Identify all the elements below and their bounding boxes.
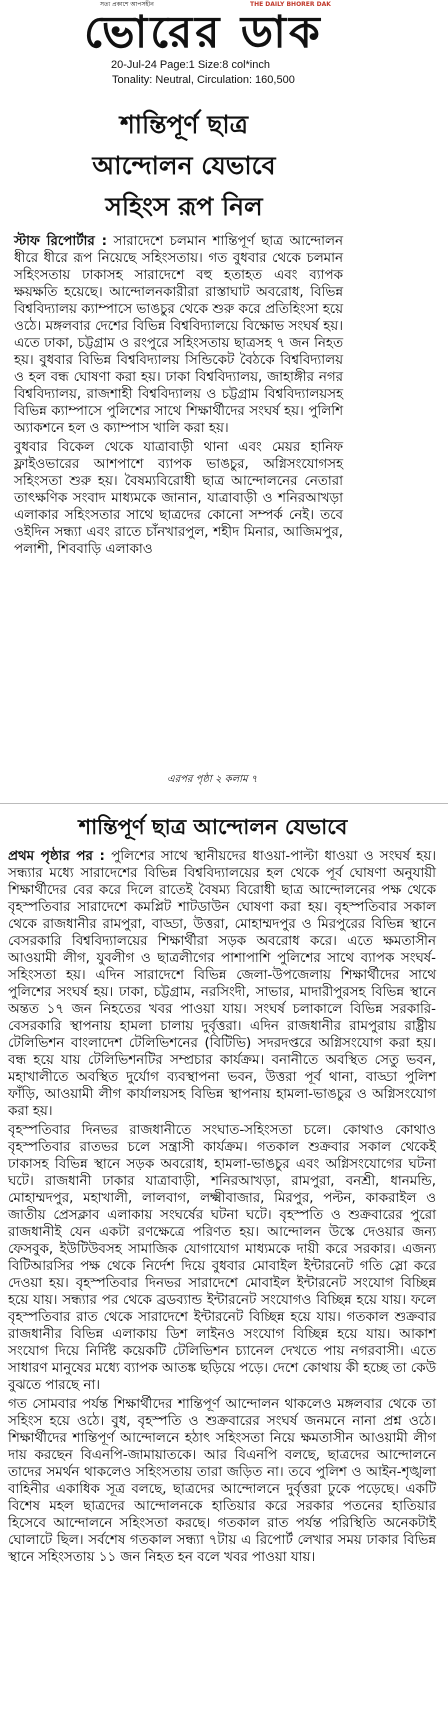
article1-body xyxy=(14,233,343,560)
newspaper-logo: ভোরের ডাক xyxy=(84,7,323,58)
paragraph-text: সারাদেশে চলমান শান্তিপূর্ণ ছাত্র আন্দোলন ধীরে ধীরে রূপ নিয়েছে সহিংসতায়। গত বুধবার থেকে চলমান সহিংসতায় ঢাকাসহ সারাদেশে বহু হতাহত এবং ব্যাপক ক্ষয়ক্ষতি হয়েছে। আন্দোলনকারীরা রাস্তাঘাট অবরোধ, বিভিন্ন বিশ্ববিদ্যালয় ক্যাম্পাসে ভাঙচুর থেকে শুরু করে প্রতিহিংসা হয়ে ওঠে। মঙ্গলবার দেশের বিভিন্ন বিশ্ববিদ্যালয়ে বিক্ষোভ সংঘর্ষ হয়। এতে ঢাকা, চট্টগ্রাম ও রংপুরে সহিংসতায় ছাত্রসহ ৭ জন নিহত হয়। বুধবার বিভিন্ন বিশ্ববিদ্যালয় সিন্ডিকেট বৈঠকে বিশ্ববিদ্যালয় ও হল বন্ধ ঘোষণা করা হয়। ঢাকা বিশ্ববিদ্যালয়, জাহাঙ্গীর নগর বিশ্ববিদ্যালয়, রাজশাহী বিশ্ববিদ্যালয় ও চট্টগ্রাম বিশ্ববিদ্যালয়সহ বিভিন্ন ক্যাম্পাসে পুলিশের সাথে শিক্ষার্থীদের সংঘর্ষ হয়। পুলিশি অ্যাকশনে হল ও ক্যাম্পাস খালি করা হয়। xyxy=(14,234,343,436)
article2-headline: শান্তিপূর্ণ ছাত্র আন্দোলন যেভাবে xyxy=(78,815,348,839)
article1-paragraph: বুধবার বিকেল থেকে যাত্রাবাড়ী থানা এবং মেয়র হানিফ ফ্লাইওভারের আশপাশে ব্যাপক ভাঙচুর, অগ্নিসংযোগসহ সহিংসতা শুরু হয়। বৈষম্যবিরোধী ছাত্র আন্দোলনের নেতারা তাৎক্ষণিক সংবাদ মাধ্যমকে জানান, যাত্রাবাড়ী ও শনিরআখড়া এলাকার সহিংসতার সাথে ছাত্রদের কোনো সম্পর্ক নেই। তবে ওইদিন সন্ধ্যা এবং রাতে চাঁনখারপুল, শহীদ মিনার, আজিমপুর, পলাশী, শিববাড়ি এলাকাও xyxy=(14,440,343,557)
masthead-tagline: সত্য প্রকাশে আপসহীন xyxy=(100,1,154,8)
headline-line: শান্তিপূর্ণ ছাত্র xyxy=(120,110,248,139)
article1-headline xyxy=(14,104,354,227)
article2-body xyxy=(8,848,436,1568)
section-divider xyxy=(0,803,448,804)
headline-line: আন্দোলন যেভাবে xyxy=(92,151,276,180)
continuation-note: এরপর পৃষ্ঠা ২ কলাম ৭ xyxy=(167,774,258,785)
article2-paragraph: গত সোমবার পর্যন্ত শিক্ষার্থীদের শান্তিপূর্ণ আন্দোলন থাকলেও মঙ্গলবার থেকে তা সহিংস হয়ে ওঠে। বুধ, বৃহস্পতি ও শুক্রবারের সংঘর্ষ জনমনে নানা প্রশ্ন ওঠে। শিক্ষার্থীদের শান্তিপূর্ণ আন্দোলনে হঠাৎ সহিংসতা নিয়ে ক্ষমতাসীন আওয়ামী লীগ দায় করছেন বিএনপি-জামায়াতকে। আর বিএনপি বলছে, ছাত্রদের আন্দোলনে তাদের সমর্থন থাকলেও সহিংসতায় তারা জড়িত না। তবে পুলিশ ও আইন-শৃঙ্খলা বাহিনীর একাধিক সূত্র বলছে, ছাত্রদের আন্দোলনে দুর্বৃত্তরা ঢুকে পড়েছে। একটি বিশেষ মহল ছাত্রদের আন্দোলনকে হাতিয়ার করে সরকার পতনের হাতিয়ার হিসেবে আন্দোলনে সহিংসতা করছে। গতকাল রাত পর্যন্ত পরিস্থিতি অনেকটাই ঘোলাটে ছিল। সর্বশেষ গতকাল সন্ধ্যা ৭টায় এ রিপোর্ট লেখার সময় ঢাকার বিভিন্ন স্থানে সহিংসতায় ১১ জন নিহত হন বলে খবর পাওয়া যায়। xyxy=(8,1397,436,1565)
article2-paragraph: বৃহস্পতিবার দিনভর রাজধানীতে সংঘাত-সহিংসতা চলে। কোথাও কোথাও বৃহস্পতিবার রাতভর চলে সন্ত্রাসী কার্যক্রম। গতকাল শুক্রবার সকাল থেকেই ঢাকাসহ বিভিন্ন স্থানে সড়ক অবরোধ, হামলা-ভাঙচুর এবং অগ্নিসংযোগের ঘটনা ঘটে। রাজধানী ঢাকার যাত্রাবাড়ী, শনিরআখড়া, রামপুরা, বনশ্রী, ধানমন্ডি, মোহাম্মদপুর, মহাখালী, লালবাগ, লক্ষ্মীবাজার, মিরপুর, পল্টন, কাকরাইল ও জাতীয় প্রেসক্লাব এলাকায় সংঘর্ষের ঘটনা ঘটে। বৃহস্পতি ও শুক্রবারের পুরো রাজধানীই যেন একটা রণক্ষেত্রে পরিণত হয়। আন্দোলন উস্কে দেওয়ার জন্য ফেসবুক, ইউটিউবসহ সামাজিক যোগাযোগ মাধ্যমকে দায়ী করে সরকার। এজন্য বিটিআরসির পক্ষ থেকে নির্দেশ দিয়ে বুধবার মোবাইল ইন্টারনেট গতি স্লো করে দেওয়া হয়। বৃহস্পতিবার দিনভর সারাদেশে মোবাইল ইন্টারনেট সংযোগ বিচ্ছিন্ন হয়ে যায়। সন্ধ্যার পর থেকে ব্রডব্যান্ড ইন্টারনেট সংযোগও বিচ্ছিন্ন হয়ে যায়। ফলে বৃহস্পতিবার রাত থেকে সারাদেশে ইন্টারনেট বিচ্ছিন্ন হয়ে যায়। গতকাল শুক্রবার রাজধানীর বিভিন্ন এলাকায় ডিশ লাইনও সংযোগ বিচ্ছিন্ন হয়ে যায়। আকাশ সংযোগ দিয়ে নির্দিষ্ট কয়েকটি টেলিভিশন চ্যানেল দেখতে পায় নগরবাসী। এতে সাধারণ মানুষের মধ্যে ব্যাপক আতঙ্ক ছড়িয়ে পড়ে। দেশে কোথায় কী হচ্ছে তা কেউ বুঝতে পারছে না। xyxy=(8,1123,436,1393)
article2-paragraph xyxy=(8,848,436,1120)
paragraph-text: পুলিশের সাথে স্থানীয়দের ধাওয়া-পাল্টা ধাওয়া ও সংঘর্ষ হয়। সন্ধ্যার মধ্যে সারাদেশের বিভিন্ন বিশ্ববিদ্যালয়ের হল থেকে পূর্ব ঘোষণা অনুযায়ী শিক্ষার্থীদের বের করে দিলে রাতেই বৈষম্য বিরোধী ছাত্র আন্দোলনের পক্ষ থেকে বৃহস্পতিবার সারাদেশে কমপ্লিট শাটডাউন ঘোষণা করা হয়। বৃহস্পতিবার সকাল থেকে রাজধানীর রামপুরা, বাড্ডা, উত্তরা, মোহাম্মদপুর ও মিরপুরের বিভিন্ন স্থানে বেসরকারি বিশ্ববিদ্যালয়ের শিক্ষার্থীরা সড়ক অবরোধ করে। এতে ক্ষমতাসীন আওয়ামী লীগ, যুবলীগ ও ছাত্রলীগের পাশাপাশি পুলিশের সাথে ব্যাপক সংঘর্ষ-সহিংসতা হয়। এদিন সারাদেশে বিভিন্ন জেলা-উপজেলায় শিক্ষার্থীদের সাথে পুলিশের সংঘর্ষ হয়। ঢাকা, চট্টগ্রাম, নরসিংদী, সাভার, মাদারীপুরসহ বিভিন্ন স্থানে অন্তত ১৭ জন নিহতের খবর পাওয়া যায়। সংঘর্ষ চলাকালে বিভিন্ন সরকারি-বেসরকারি স্থাপনায় হামলা চালায় দুর্বৃত্তরা। এদিন রাজধানীর রামপুরায় রাষ্ট্রীয় টেলিভিশন বাংলাদেশ টেলিভিশনের (বিটিভি) সদরদপ্তরে অগ্নিসংযোগ করা হয়। বন্ধ হয়ে যায় টেলিভিশনটির সম্প্রচার কার্যক্রম। বনানীতে অবস্থিত সেতু ভবন, মহাখালীতে অবস্থিত দুর্যোগ ব্যবস্থাপনা ভবন, উত্তরা পূর্ব থানা, বাড্ডা পুলিশ ফাঁড়ি, আওয়ামী লীগ কার্যালয়সহ বিভিন্ন স্থাপনায় হামলা-ভাঙচুর ও অগ্নিসংযোগ করা হয়। xyxy=(8,849,436,1119)
byline: স্টাফ রিপোর্টার : xyxy=(14,234,107,249)
article1-paragraph xyxy=(14,233,343,437)
continued-from-label: প্রথম পৃষ্ঠার পর : xyxy=(8,849,105,864)
clipping-meta-tonality: Tonality: Neutral, Circulation: 160,500 xyxy=(112,74,295,86)
masthead-english-name: THE DAILY BHORER DAK xyxy=(250,1,331,8)
clipping-meta-date-page: 20-Jul-24 Page:1 Size:8 col*inch xyxy=(111,59,270,71)
headline-line: সহিংস রূপ নিল xyxy=(105,192,263,221)
